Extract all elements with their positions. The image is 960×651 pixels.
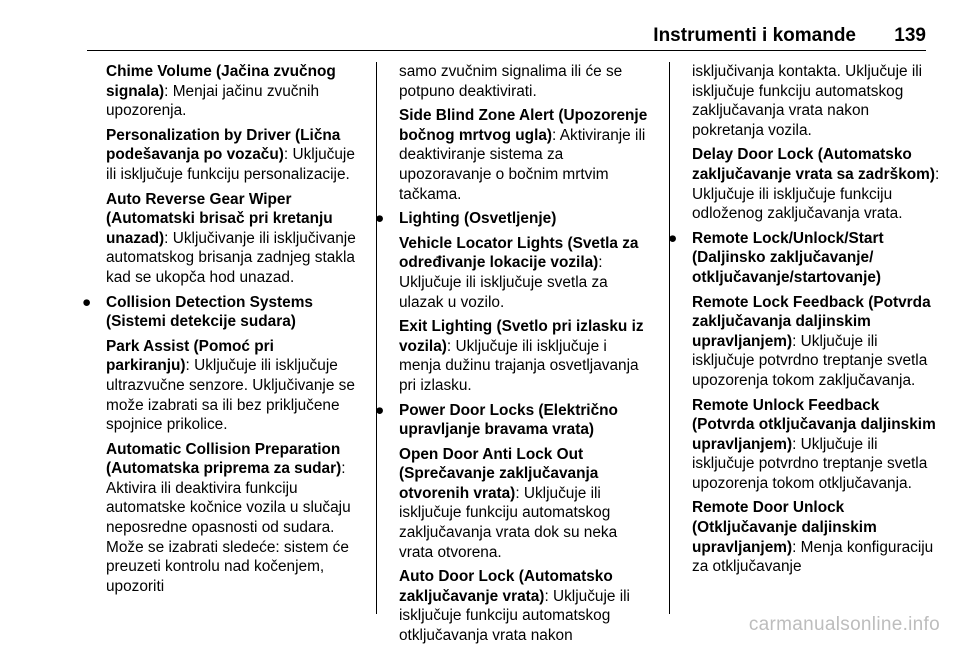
entry-title: Auto Reverse Gear Wiper (Automatski brisač pri kretanju unazad) bbox=[106, 190, 333, 247]
text-column-3 bbox=[668, 62, 942, 582]
entry-text: : Menja konfiguraciju za otključavanje bbox=[692, 538, 934, 576]
section-collision-detection bbox=[82, 293, 356, 332]
bullet-icon: ● bbox=[668, 229, 678, 247]
entry-text: samo zvučnim signalima ili će se potpuno deaktivirati. bbox=[399, 63, 623, 100]
header-divider bbox=[87, 50, 926, 51]
entry-remote-door-unlock bbox=[692, 498, 942, 576]
entry-title: Vehicle Locator Lights (Svetla za određivanje lokacije vozila) bbox=[399, 234, 639, 272]
entry-remote-unlock-feedback bbox=[692, 396, 942, 494]
entry-title: Delay Door Lock (Automatsko zaključavanje vrata sa zadrškom) bbox=[692, 146, 935, 183]
section-heading: Power Door Locks (Električno upravljanje bravama vrata) bbox=[399, 401, 618, 439]
entry-title: Exit Lighting (Svetlo pri izlasku iz vozila) bbox=[399, 318, 644, 355]
bullet-icon: ● bbox=[82, 293, 92, 311]
entry-text: : Uključuje ili isključuje funkciju automatskog otključavanja vrata nakon bbox=[399, 587, 630, 645]
entry-text: : Uključuje ili isključuje svetla za ulazak u vozilo. bbox=[399, 254, 608, 311]
entry-text: : Menjai jačinu zvučnih upozorenja. bbox=[106, 82, 320, 120]
entry-title: Open Door Anti Lock Out (Sprečavanje zaključavanja otvorenih vrata) bbox=[399, 445, 599, 502]
entry-side-blind-zone bbox=[399, 106, 649, 204]
entry-open-door-anti-lock bbox=[399, 445, 649, 563]
entry-text: : Uključuje ili isključuje i menja dužinu trajanja osvetljavanja pri izlasku. bbox=[399, 337, 639, 394]
entry-title: Chime Volume (Jačina zvučnog signala) bbox=[106, 63, 336, 100]
entry-exit-lighting bbox=[399, 317, 649, 395]
entry-title: Auto Door Lock (Automatsko zaključavanje vrata) bbox=[399, 568, 613, 605]
entry-text: : Uključuje ili isključuje funkciju odloženog zaključavanja vrata. bbox=[692, 165, 940, 223]
entry-vehicle-locator-lights bbox=[399, 234, 649, 312]
entry-auto-door-lock bbox=[399, 567, 649, 645]
text-column-1 bbox=[82, 62, 356, 601]
entry-auto-reverse-wiper bbox=[106, 190, 356, 288]
entry-title: Side Blind Zone Alert (Upozorenje bočnog mrtvog ugla) bbox=[399, 107, 648, 144]
entry-text: : Aktiviranje ili deaktiviranje sistema za upozoravanje o bočnim mrtvim tačkama. bbox=[399, 126, 646, 203]
section-heading: Remote Lock/Unlock/Start (Daljinsko zaključavanje/ otključavanje/startovanje) bbox=[692, 229, 884, 286]
column-divider-2 bbox=[669, 62, 670, 614]
entry-title: Remote Unlock Feedback (Potvrda otključavanja daljinskim upravljanjem) bbox=[692, 396, 936, 453]
entry-remote-lock-feedback bbox=[692, 293, 942, 391]
entry-title: Remote Door Unlock (Otključavanje daljinskim upravljanjem) bbox=[692, 499, 877, 556]
entry-chime-volume bbox=[106, 62, 356, 121]
page-header bbox=[0, 0, 960, 52]
entry-delay-door-lock bbox=[692, 145, 942, 223]
text-column-2 bbox=[375, 62, 649, 651]
entry-text: : Uključuje ili isključuje funkciju personalizacije. bbox=[106, 146, 355, 183]
bullet-icon: ● bbox=[375, 401, 385, 419]
watermark: carmanualsonline.info bbox=[748, 614, 940, 635]
entry-title: Park Assist (Pomoć pri parkiranju) bbox=[106, 337, 274, 375]
entry-text: : Aktivira ili deaktivira funkciju automatske kočnice vozila u slučaju neposredne opasnosti od sudara. Može se izabrati sledeće: sistem će preuzeti kontrolu nad kočenjem, upozoriti bbox=[106, 460, 351, 595]
entry-title: Personalization by Driver (Lična podešavanja po vozaču) bbox=[106, 126, 341, 164]
entry-text: : Uključuje ili isključuje ultrazvučne senzore. Uključivanje se može izabrati sa ili bez priključene spojnice prikolice. bbox=[106, 357, 355, 434]
entry-personalization bbox=[106, 126, 356, 185]
entry-park-assist bbox=[106, 337, 356, 435]
page-number: 139 bbox=[894, 25, 926, 46]
entry-text: : Uključuje ili isključuje potvrdno treptanje svetla upozorenja tokom zaključavanja. bbox=[692, 332, 928, 389]
entry-title: Remote Lock Feedback (Potvrda zaključavanja daljinskim upravljanjem) bbox=[692, 293, 931, 350]
column-divider-1 bbox=[376, 62, 377, 614]
entry-collision-preparation bbox=[106, 440, 356, 597]
section-power-door-locks bbox=[375, 401, 649, 440]
entry-text: : Uključuje ili isključuje funkciju automatskog zaključavanja vrata dok su neka vrata otvorena. bbox=[399, 484, 618, 561]
entry-text: isključivanja kontakta. Uključuje ili isključuje funkciju automatskog zaključavanja vrata nakon pokretanja vozila. bbox=[692, 63, 923, 139]
section-remote-lock-unlock-start bbox=[668, 229, 942, 288]
entry-text: : Uključivanje ili isključivanje automatskog brisanja zadnjeg stakla kad se ukopča hod unazad. bbox=[106, 229, 356, 286]
bullet-icon: ● bbox=[375, 210, 385, 228]
entry-continuation bbox=[692, 62, 942, 140]
section-lighting bbox=[375, 209, 649, 229]
entry-title: Automatic Collision Preparation (Automatska priprema za sudar) bbox=[106, 440, 342, 478]
page-title: Instrumenti i komande bbox=[653, 25, 856, 46]
section-heading: Lighting (Osvetljenje) bbox=[399, 210, 557, 228]
entry-text: : Uključuje ili isključuje potvrdno treptanje svetla upozorenja tokom otključavanja. bbox=[692, 435, 928, 492]
section-heading: Collision Detection Systems (Sistemi detekcije sudara) bbox=[106, 293, 313, 331]
entry-continuation bbox=[399, 62, 649, 101]
